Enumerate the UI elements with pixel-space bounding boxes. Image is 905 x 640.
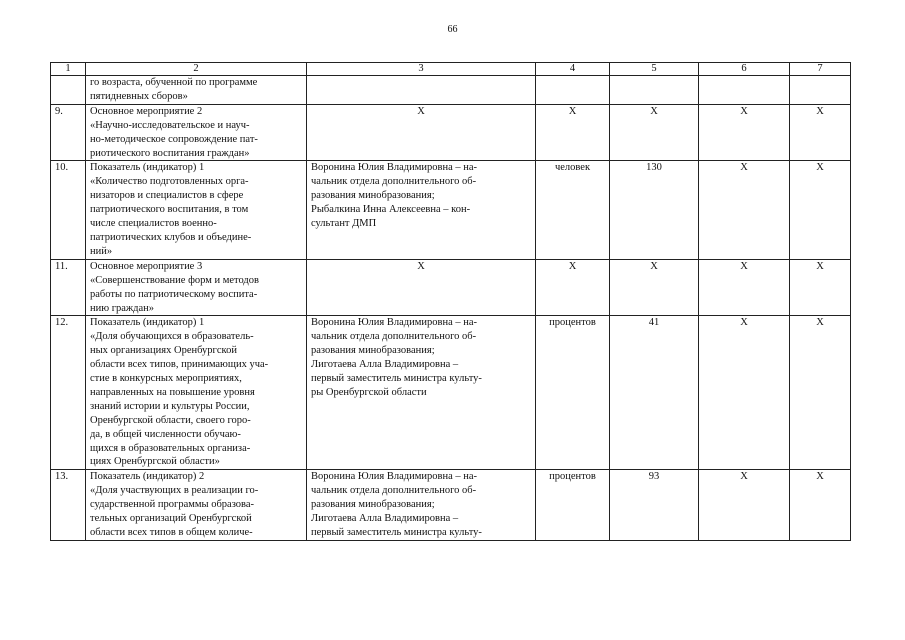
row-name: Показатель (индикатор) 1 «Доля обучающихся в образователь- ных организациях Оренбургской области всех типов, принимающих уча- стие в конкурсных мероприятиях, направленных на повышение уровня знаний истории и культуры России, Оренбургской области, своего горо- да, в общей численности обучаю- щихся в образовательных организа- циях Оренбургской области»: [86, 316, 307, 470]
row-responsible: Воронина Юлия Владимировна – на- чальник отдела дополнительного об- разования минобразования; Лиготаева Алла Владимировна – первый заместитель министра культу-: [307, 470, 536, 541]
row-value-5: 41: [610, 316, 699, 470]
row-value-7: Х: [790, 316, 851, 470]
row-unit: процентов: [536, 316, 610, 470]
table-row: [51, 104, 851, 161]
row-value-6: Х: [699, 104, 790, 161]
row-value-7: Х: [790, 161, 851, 259]
row-value-6: [699, 76, 790, 105]
row-value-5: 93: [610, 470, 699, 541]
table-row: [51, 161, 851, 259]
row-responsible: Х: [307, 104, 536, 161]
row-number: 13.: [51, 470, 86, 541]
header-row: [51, 63, 851, 76]
column-header: 7: [790, 63, 851, 76]
row-name: Основное мероприятие 2 «Научно-исследовательское и науч- но-методическое сопровождение пат- риотического воспитания граждан»: [86, 104, 307, 161]
column-header: 3: [307, 63, 536, 76]
row-value-6: Х: [699, 161, 790, 259]
row-value-7: Х: [790, 470, 851, 541]
row-number: 12.: [51, 316, 86, 470]
row-number: 9.: [51, 104, 86, 161]
row-value-6: Х: [699, 316, 790, 470]
row-responsible: Х: [307, 259, 536, 316]
program-table: [50, 62, 851, 541]
row-responsible: Воронина Юлия Владимировна – на- чальник отдела дополнительного об- разования минобразования; Рыбалкина Инна Алексеевна – кон- сультант ДМП: [307, 161, 536, 259]
table-row: [51, 76, 851, 105]
column-header: 2: [86, 63, 307, 76]
row-value-5: 130: [610, 161, 699, 259]
row-responsible: Воронина Юлия Владимировна – на- чальник отдела дополнительного об- разования минобразования; Лиготаева Алла Владимировна – первый заместитель министра культу- ры Оренбургской области: [307, 316, 536, 470]
column-header: 5: [610, 63, 699, 76]
table-row: [51, 316, 851, 470]
page-number: 66: [447, 24, 458, 35]
row-value-7: [790, 76, 851, 105]
row-value-5: Х: [610, 104, 699, 161]
row-value-5: Х: [610, 259, 699, 316]
row-unit: человек: [536, 161, 610, 259]
row-value-7: Х: [790, 259, 851, 316]
row-name: Показатель (индикатор) 2 «Доля участвующих в реализации го- сударственной программы образова- тельных организаций Оренбургской области всех типов в общем количе-: [86, 470, 307, 541]
row-unit: Х: [536, 104, 610, 161]
column-header: 1: [51, 63, 86, 76]
table-row: [51, 259, 851, 316]
row-unit: [536, 76, 610, 105]
row-unit: процентов: [536, 470, 610, 541]
row-unit: Х: [536, 259, 610, 316]
table-row: [51, 470, 851, 541]
column-header: 4: [536, 63, 610, 76]
row-number: 10.: [51, 161, 86, 259]
row-responsible: [307, 76, 536, 105]
row-value-7: Х: [790, 104, 851, 161]
row-name: го возраста, обученной по программе пятидневных сборов»: [86, 76, 307, 105]
row-number: [51, 76, 86, 105]
row-value-6: Х: [699, 259, 790, 316]
row-name: Основное мероприятие 3 «Совершенствование форм и методов работы по патриотическому воспита- нию граждан»: [86, 259, 307, 316]
row-value-6: Х: [699, 470, 790, 541]
row-value-5: [610, 76, 699, 105]
column-header: 6: [699, 63, 790, 76]
row-name: Показатель (индикатор) 1 «Количество подготовленных орга- низаторов и специалистов в сфере патриотического воспитания, в том числе специалистов военно- патриотических клубов и объедине- ний»: [86, 161, 307, 259]
row-number: 11.: [51, 259, 86, 316]
